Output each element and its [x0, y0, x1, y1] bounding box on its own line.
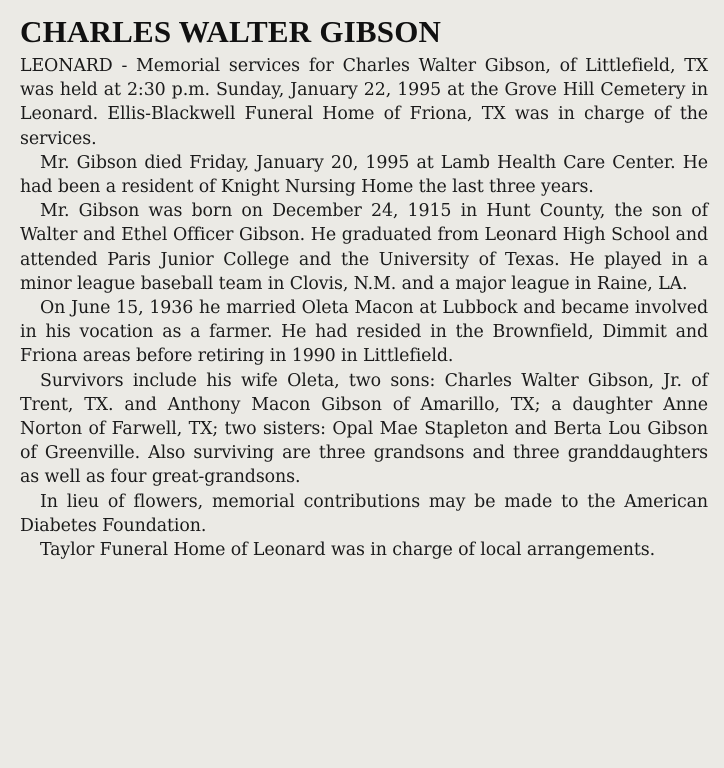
paragraph-biography: Mr. Gibson was born on December 24, 1915 in Hunt County, the son of Walter and Ethel Officer Gibson. He graduated from Leonard High School and attended Paris Junior College and the University of Texas. He played in a minor league baseball team in Clovis, N.M. and a major league in Raine, LA.: [20, 201, 708, 294]
paragraph-marriage: On June 15, 1936 he married Oleta Macon at Lubbock and became involved in his vocation as a farmer. He had resided in the Brownfield, Dimmit and Friona areas before retiring in 1990 in Littlefield.: [20, 298, 708, 367]
paragraph-memorials: In lieu of flowers, memorial contributions may be made to the American Diabetes Foundation.: [20, 491, 708, 536]
paragraph-death: Mr. Gibson died Friday, January 20, 1995 at Lamb Health Care Center. He had been a resident of Knight Nursing Home the last three years.: [20, 152, 708, 198]
obituary-headline: CHARLES WALTER GIBSON: [20, 14, 442, 49]
paragraph-survivors: Survivors include his wife Oleta, two sons: Charles Walter Gibson, Jr. of Trent, TX. and Anthony Macon Gibson of Amarillo, TX; a daughter Anne Norton of Farwell, TX; two sisters: Opal Mae Stapleton and Berta Lou Gibson of Greenville. Also surviving are three grandsons and three granddaughters as well as four great-grandsons.: [20, 370, 708, 488]
paragraph-services: LEONARD - Memorial services for Charles Walter Gibson, of Littlefield, TX was held at 2:30 p.m. Sunday, January 22, 1995 at the Grove Hill Cemetery in Leonard. Ellis-Blackwell Funeral Home of Friona, TX was in charge of the services.: [20, 56, 708, 149]
paragraph-arrangements: Taylor Funeral Home of Leonard was in charge of local arrangements.: [40, 540, 656, 561]
